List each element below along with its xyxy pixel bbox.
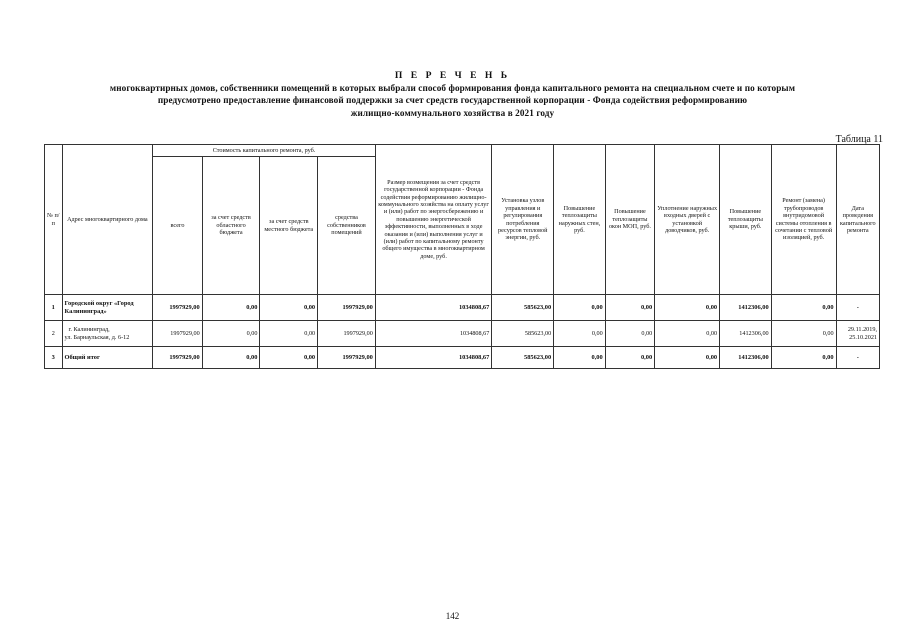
header-windows: Повышение теплозащиты окон МОП, руб. <box>605 145 654 295</box>
cell-walls: 0,00 <box>554 347 606 369</box>
cell-roof: 1412306,00 <box>720 295 772 321</box>
cell-date: - <box>836 295 879 321</box>
title-line-3: жилищно-коммунального хозяйства в 2021 году <box>350 107 555 118</box>
header-num: № п/п <box>45 145 63 295</box>
cell-total: 1997929,00 <box>153 347 202 369</box>
cell-regional: 0,00 <box>202 347 260 369</box>
header-regional: за счет средств областного бюджета <box>202 157 260 295</box>
cell-num: 1 <box>45 295 63 321</box>
cell-fund: 1034808,67 <box>375 321 491 347</box>
cell-windows: 0,00 <box>605 321 654 347</box>
header-doors: Уплотнение наружных входных дверей с установкой доводчиков, руб. <box>655 145 720 295</box>
cell-regional: 0,00 <box>202 321 260 347</box>
cell-total: 1997929,00 <box>153 295 202 321</box>
table-row <box>45 295 880 321</box>
table-number: Таблица 11 <box>835 134 883 145</box>
title-heading: П Е Р Е Ч Е Н Ь <box>394 70 511 81</box>
title-line-1: многоквартирных домов, собственники помещений в которых выбрали способ формирования фонда капитального ремонта на специальном счете и по которым <box>109 83 796 94</box>
header-date: Дата проведения капитального ремонта <box>836 145 879 295</box>
cell-total: 1997929,00 <box>153 321 202 347</box>
cell-windows: 0,00 <box>605 347 654 369</box>
address-line-1: г. Калининград, <box>68 326 110 334</box>
cell-num: 2 <box>45 321 63 347</box>
cell-doors: 0,00 <box>655 321 720 347</box>
header-address: Адрес многоквартирного дома <box>62 145 153 295</box>
cell-roof: 1412306,00 <box>720 321 772 347</box>
cell-metering: 585623,00 <box>492 295 554 321</box>
header-owners: средства собственников помещений <box>318 157 376 295</box>
cell-roof: 1412306,00 <box>720 347 772 369</box>
header-total: всего <box>153 157 202 295</box>
cell-metering: 585623,00 <box>492 321 554 347</box>
cell-doors: 0,00 <box>655 295 720 321</box>
cell-owners: 1997929,00 <box>318 295 376 321</box>
cell-pipes: 0,00 <box>771 321 836 347</box>
cell-address: Городской округ «Город Калининград» <box>62 295 153 321</box>
cell-regional: 0,00 <box>202 295 260 321</box>
cell-pipes: 0,00 <box>771 295 836 321</box>
header-pipes: Ремонт (замена) трубопроводов внутридомовой системы отопления в сочетании с тепловой изоляцией, руб. <box>771 145 836 295</box>
cell-address: Общий итог <box>62 347 153 369</box>
cell-owners: 1997929,00 <box>318 347 376 369</box>
cell-date <box>836 321 879 347</box>
page-number: 142 <box>445 611 460 621</box>
date-line-2: 25.10.2021 <box>849 333 877 341</box>
title-line-2: предусмотрено предоставление финансовой поддержки за счет средств государственной корпорации - Фонда содействия реформированию <box>157 95 748 106</box>
document-title <box>40 70 865 119</box>
cell-address <box>62 321 153 347</box>
cell-fund: 1034808,67 <box>375 295 491 321</box>
cell-date: - <box>836 347 879 369</box>
cell-local: 0,00 <box>260 321 318 347</box>
header-metering: Установка узлов управления и регулирования потребления ресурсов тепловой энергии, руб. <box>492 145 554 295</box>
data-table <box>44 144 880 369</box>
table-row-total <box>45 347 880 369</box>
cell-owners: 1997929,00 <box>318 321 376 347</box>
header-row-1 <box>45 145 880 157</box>
address-line-2: ул. Барнаульская, д. 6-12 <box>64 333 130 341</box>
header-walls: Повышение теплозащиты наружных стен, руб. <box>554 145 606 295</box>
header-fund: Размер возмещения за счет средств государственной корпорации - Фонда содействия реформированию жилищно-коммунального хозяйства на оплату услуг и (или) работ по энергосбережению и повышению энергетической эффективности, выполненных в ходе оказания и (или) выполнения услуг и (или) работ по капитальному ремонту общего имущества в многоквартирном доме, руб. <box>375 145 491 295</box>
cell-local: 0,00 <box>260 295 318 321</box>
cell-doors: 0,00 <box>655 347 720 369</box>
date-line-1: 29.11.2019, <box>847 326 877 334</box>
header-local: за счет средств местного бюджета <box>260 157 318 295</box>
cell-walls: 0,00 <box>554 321 606 347</box>
header-roof: Повышение теплозащиты крыши, руб. <box>720 145 772 295</box>
cell-fund: 1034808,67 <box>375 347 491 369</box>
cell-metering: 585623,00 <box>492 347 554 369</box>
cell-walls: 0,00 <box>554 295 606 321</box>
header-cost-group: Стоимость капитального ремонта, руб. <box>153 145 376 157</box>
cell-windows: 0,00 <box>605 295 654 321</box>
table-row <box>45 321 880 347</box>
cell-pipes: 0,00 <box>771 347 836 369</box>
cell-num: 3 <box>45 347 63 369</box>
cell-local: 0,00 <box>260 347 318 369</box>
